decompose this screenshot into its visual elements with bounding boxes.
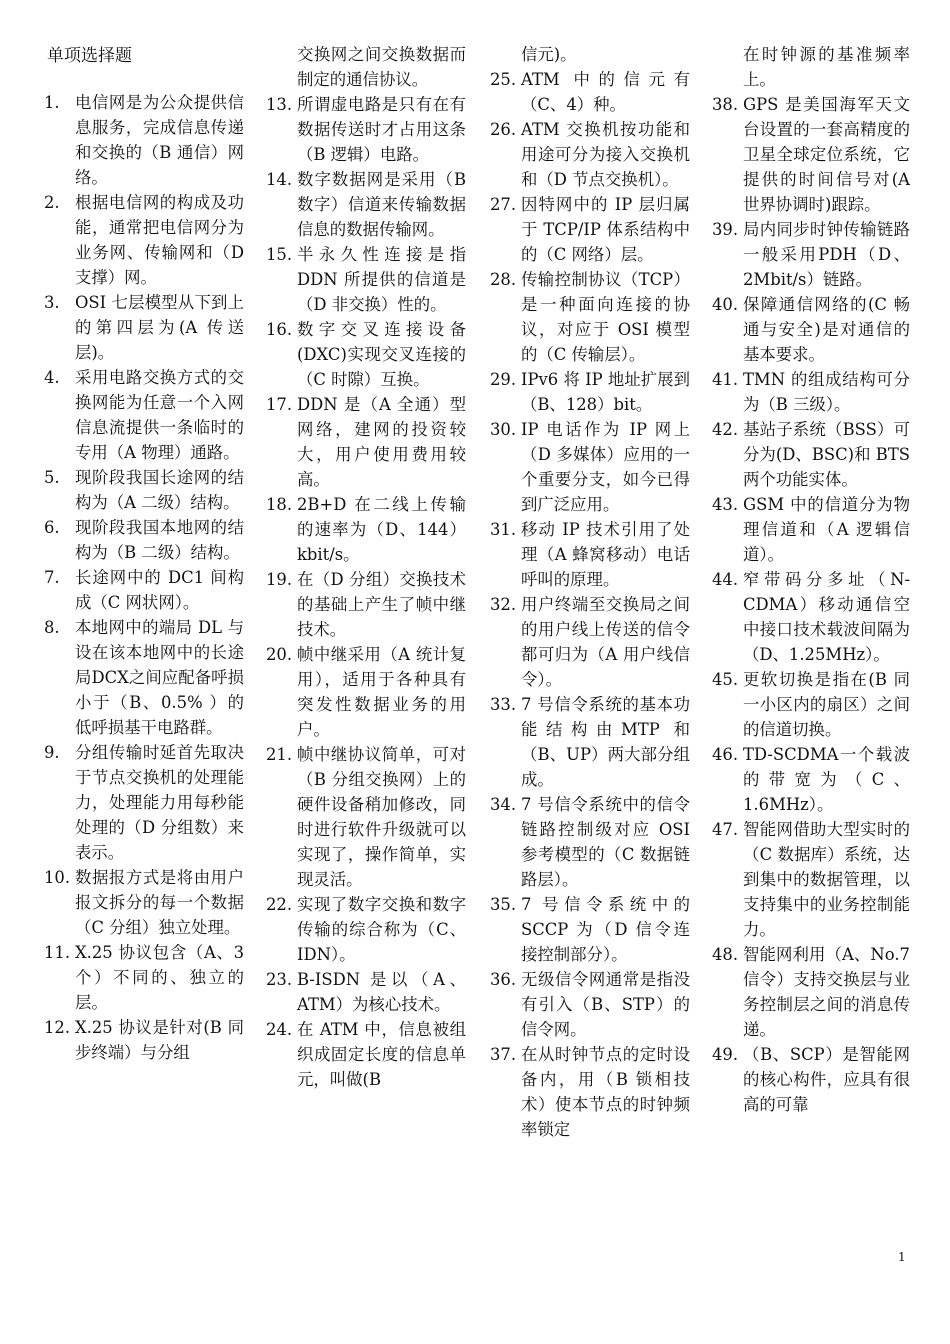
- question-number: 3.: [44, 293, 60, 312]
- question-item: [712, 367, 910, 417]
- question-number: 37.: [490, 1045, 517, 1064]
- question-item: [490, 967, 690, 1042]
- question-item: [490, 592, 690, 692]
- question-text: 现阶段我国长途网的结构为（A 二级）结构。: [75, 468, 244, 512]
- question-item: [490, 367, 690, 417]
- column-4: [712, 42, 910, 1117]
- question-number: 39.: [712, 220, 739, 239]
- question-item: [712, 1042, 910, 1117]
- question-item: [712, 817, 910, 942]
- question-text: 根据电信网的构成及功能，通常把电信网分为业务网、传输网和（D 支撑）网。: [75, 193, 244, 287]
- question-item: [44, 290, 244, 365]
- column-3: [490, 42, 690, 1142]
- question-number: 35.: [490, 895, 517, 914]
- question-number: 48.: [712, 945, 739, 964]
- question-text: 分组传输时延首先取决于节点交换机的处理能力，处理能力用每秒能处理的（D 分组数）来表示。: [75, 743, 244, 862]
- question-number: 30.: [490, 420, 517, 439]
- question-item: [266, 317, 466, 392]
- question-number: 7.: [44, 568, 60, 587]
- question-number: 19.: [266, 570, 293, 589]
- question-number: 11.: [44, 943, 71, 962]
- question-text: （B、SCP）是智能网的核心构件，应具有很高的可靠: [743, 1045, 910, 1114]
- question-text: TD-SCDMA一个载波的带宽为（C、1.6MHz）。: [743, 745, 910, 814]
- question-item: [44, 740, 244, 865]
- question-text: X.25 协议是针对(B 同步终端）与分组: [75, 1018, 244, 1062]
- question-item: [712, 567, 910, 667]
- question-number: 24.: [266, 1020, 293, 1039]
- question-item: [490, 192, 690, 267]
- question-text: 窄带码分多址（N-CDMA）移动通信空中接口技术载波间隔为（D、1.25MHz）。: [743, 570, 910, 664]
- question-number: 2.: [44, 193, 60, 212]
- question-item: [712, 942, 910, 1042]
- question-number: 33.: [490, 695, 517, 714]
- question-text: X.25 协议包含（A、3 个）不同的、独立的层。: [75, 943, 244, 1012]
- question-text: 所谓虚电路是只有在有数据传送时才占用这条（B 逻辑）电路。: [297, 95, 466, 164]
- question-item: [490, 1042, 690, 1142]
- question-number: 34.: [490, 795, 517, 814]
- question-text: 数字数据网是采用（B 数字）信道来传输数据信息的数据传输网。: [297, 170, 466, 239]
- question-text: 移动 IP 技术引用了处理（A 蜂窝移动）电话呼叫的原理。: [521, 520, 690, 589]
- section-heading: 单项选择题: [47, 46, 132, 66]
- question-number: 18.: [266, 495, 293, 514]
- question-item: [712, 217, 910, 292]
- question-text: 无级信令网通常是指没有引入（B、STP）的信令网。: [521, 970, 690, 1039]
- question-number: 15.: [266, 245, 293, 264]
- question-number: 45.: [712, 670, 739, 689]
- question-item: [266, 892, 466, 967]
- question-item: [44, 515, 244, 565]
- question-item: [44, 190, 244, 290]
- question-item: [712, 742, 910, 817]
- question-text: 用户终端至交换局之间的用户线上传送的信令都可归为（A 用户线信令）。: [521, 595, 690, 689]
- question-number: 29.: [490, 370, 517, 389]
- question-item: [712, 667, 910, 742]
- question-text: 在从时钟节点的定时设备内，用（B 锁相技术）使本节点的时钟频率锁定: [521, 1045, 690, 1139]
- question-text: TMN 的组成结构可分为（B 三级）。: [743, 370, 910, 414]
- question-item: [490, 67, 690, 117]
- question-number: 32.: [490, 595, 517, 614]
- question-number: 26.: [490, 120, 517, 139]
- question-text: 因特网中的 IP 层归属于 TCP/IP 体系结构中的（C 网络）层。: [521, 195, 690, 264]
- question-text: 半永久性连接是指 DDN 所提供的信道是（D 非交换）性的。: [297, 245, 466, 314]
- question-item: [44, 1015, 244, 1065]
- question-number: 21.: [266, 745, 293, 764]
- column-2: [266, 42, 466, 1092]
- question-text: 在（D 分组）交换技术的基础上产生了帧中继技术。: [297, 570, 466, 639]
- question-item: [490, 117, 690, 192]
- question-number: 5.: [44, 468, 60, 487]
- question-item: [490, 792, 690, 892]
- question-item: [712, 292, 910, 367]
- question-number: 20.: [266, 645, 293, 664]
- question-number: 31.: [490, 520, 517, 539]
- question-text: 电信网是为公众提供信息服务，完成信息传递和交换的（B 通信）网络。: [75, 93, 244, 187]
- question-number: 25.: [490, 70, 517, 89]
- question-item: [266, 1017, 466, 1092]
- question-item: [712, 492, 910, 567]
- question-item: [44, 90, 244, 190]
- question-number: 12.: [44, 1018, 71, 1037]
- question-number: 17.: [266, 395, 293, 414]
- question-item: [44, 365, 244, 465]
- question-text: 采用电路交换方式的交换网能为任意一个入网信息流提供一条临时的专用（A 物理）通路。: [75, 368, 244, 462]
- question-number: 40.: [712, 295, 739, 314]
- question-item: [266, 742, 466, 892]
- question-item: [712, 92, 910, 217]
- question-text: 数字交叉连接设备(DXC)实现交叉连接的（C 时隙）互换。: [297, 320, 466, 389]
- continued-text: 信元)。: [521, 45, 577, 64]
- question-text: 在 ATM 中，信息被组织成固定长度的信息单元，叫做(B: [297, 1020, 466, 1089]
- question-number: 4.: [44, 368, 60, 387]
- question-item: [490, 267, 690, 367]
- question-item: [266, 167, 466, 242]
- question-item: [266, 92, 466, 167]
- question-number: 47.: [712, 820, 739, 839]
- question-number: 6.: [44, 518, 60, 537]
- question-number: 1.: [44, 93, 60, 112]
- question-number: 28.: [490, 270, 517, 289]
- question-text: ATM 交换机按功能和用途可分为接入交换机和（D 节点交换机）。: [521, 120, 690, 189]
- question-text: 7 号信令系统中的 SCCP 为（D 信令连接控制部分）。: [521, 895, 690, 964]
- question-number: 22.: [266, 895, 293, 914]
- question-text: 更软切换是指在(B 同一小区内的扇区）之间的信道切换。: [743, 670, 910, 739]
- question-item: [490, 417, 690, 517]
- question-number: 46.: [712, 745, 739, 764]
- question-item: [266, 967, 466, 1017]
- question-item: [266, 642, 466, 742]
- question-item: [44, 865, 244, 940]
- question-item: [266, 567, 466, 642]
- question-item: [490, 692, 690, 792]
- question-item: [266, 492, 466, 567]
- question-text: 7 号信令系统中的信令链路控制级对应 OSI 参考模型的（C 数据链路层）。: [521, 795, 690, 889]
- question-number: 42.: [712, 420, 739, 439]
- question-text: 智能网利用（A、No.7信令）支持交换层与业务控制层之间的消息传递。: [743, 945, 910, 1039]
- question-text: 现阶段我国本地网的结构为（B 二级）结构。: [75, 518, 244, 562]
- question-number: 16.: [266, 320, 293, 339]
- question-text: DDN 是（A 全通）型网络，建网的投资较大，用户使用费用较高。: [297, 395, 466, 489]
- question-text: 基站子系统（BSS）可分为(D、BSC)和 BTS 两个功能实体。: [743, 420, 910, 489]
- question-number: 41.: [712, 370, 739, 389]
- question-text: 保障通信网络的(C 畅通与安全)是对通信的基本要求。: [743, 295, 910, 364]
- question-item: [712, 417, 910, 492]
- question-text: GPS 是美国海军天文台设置的一套高精度的卫星全球定位系统，它提供的时间信号对(A 世界协调时)跟踪。: [743, 95, 910, 214]
- question-number: 27.: [490, 195, 517, 214]
- continued-text: 交换网之间交换数据而制定的通信协议。: [297, 45, 466, 89]
- question-text: 帧中继协议简单，可对（B 分组交换网）上的硬件设备稍加修改，同时进行软件升级就可以实现了，操作简单，实现灵活。: [297, 745, 466, 889]
- question-number: 10.: [44, 868, 71, 887]
- question-text: 2B+D 在二线上传输的速率为（D、144）kbit/s。: [297, 495, 466, 564]
- question-number: 43.: [712, 495, 739, 514]
- question-item: [490, 517, 690, 592]
- question-text: 数据报方式是将由用户报文拆分的每一个数据（C 分组）独立处理。: [75, 868, 244, 937]
- question-number: 9.: [44, 743, 60, 762]
- question-number: 23.: [266, 970, 293, 989]
- question-text: 7 号信令系统的基本功能结构由MTP 和（B、UP）两大部分组成。: [521, 695, 690, 789]
- page-number: 1: [898, 1250, 906, 1264]
- column-1: [44, 90, 244, 1065]
- question-number: 36.: [490, 970, 517, 989]
- question-number: 14.: [266, 170, 293, 189]
- question-text: 本地网中的端局 DL 与设在该本地网中的长途局DCX之间应配备呼损小于（B、0.5% ）的低呼损基干电路群。: [75, 618, 244, 737]
- question-item: [44, 940, 244, 1015]
- question-item: [44, 565, 244, 615]
- question-text: 智能网借助大型实时的（C 数据库）系统，达到集中的数据管理，以支持集中的业务控制能力。: [743, 820, 910, 939]
- question-text: 长途网中的 DC1 间构成（C 网状网）。: [75, 568, 244, 612]
- question-text: OSI 七层模型从下到上的第四层为(A 传送层)。: [75, 293, 244, 362]
- question-text: IPv6 将 IP 地址扩展到（B、128）bit。: [521, 370, 690, 414]
- question-text: GSM 中的信道分为物理信道和（A 逻辑信道）。: [743, 495, 910, 564]
- question-number: 38.: [712, 95, 739, 114]
- question-number: 49.: [712, 1045, 739, 1064]
- question-number: 44.: [712, 570, 739, 589]
- question-item: [44, 615, 244, 740]
- question-number: 8.: [44, 618, 60, 637]
- question-number: 13.: [266, 95, 293, 114]
- question-text: 实现了数字交换和数字传输的综合称为（C、IDN）。: [297, 895, 466, 964]
- question-item: [44, 465, 244, 515]
- question-text: B-ISDN 是以（A、ATM）为核心技术。: [297, 970, 466, 1014]
- question-text: 传输控制协议（TCP）是一种面向连接的协议，对应于 OSI 模型的（C 传输层）。: [521, 270, 690, 364]
- question-item: [266, 242, 466, 317]
- question-text: ATM 中的信元有（C、4）种。: [521, 70, 690, 114]
- question-text: 帧中继采用（A 统计复用），适用于各种具有突发性数据业务的用户。: [297, 645, 466, 739]
- question-item: [490, 892, 690, 967]
- question-text: IP 电话作为 IP 网上（D 多媒体）应用的一个重要分支，如今已得到广泛应用。: [521, 420, 690, 514]
- continued-text: 在时钟源的基准频率上。: [743, 45, 910, 89]
- question-text: 局内同步时钟传输链路一般采用PDH（D、2Mbit/s）链路。: [743, 220, 910, 289]
- question-item: [266, 392, 466, 492]
